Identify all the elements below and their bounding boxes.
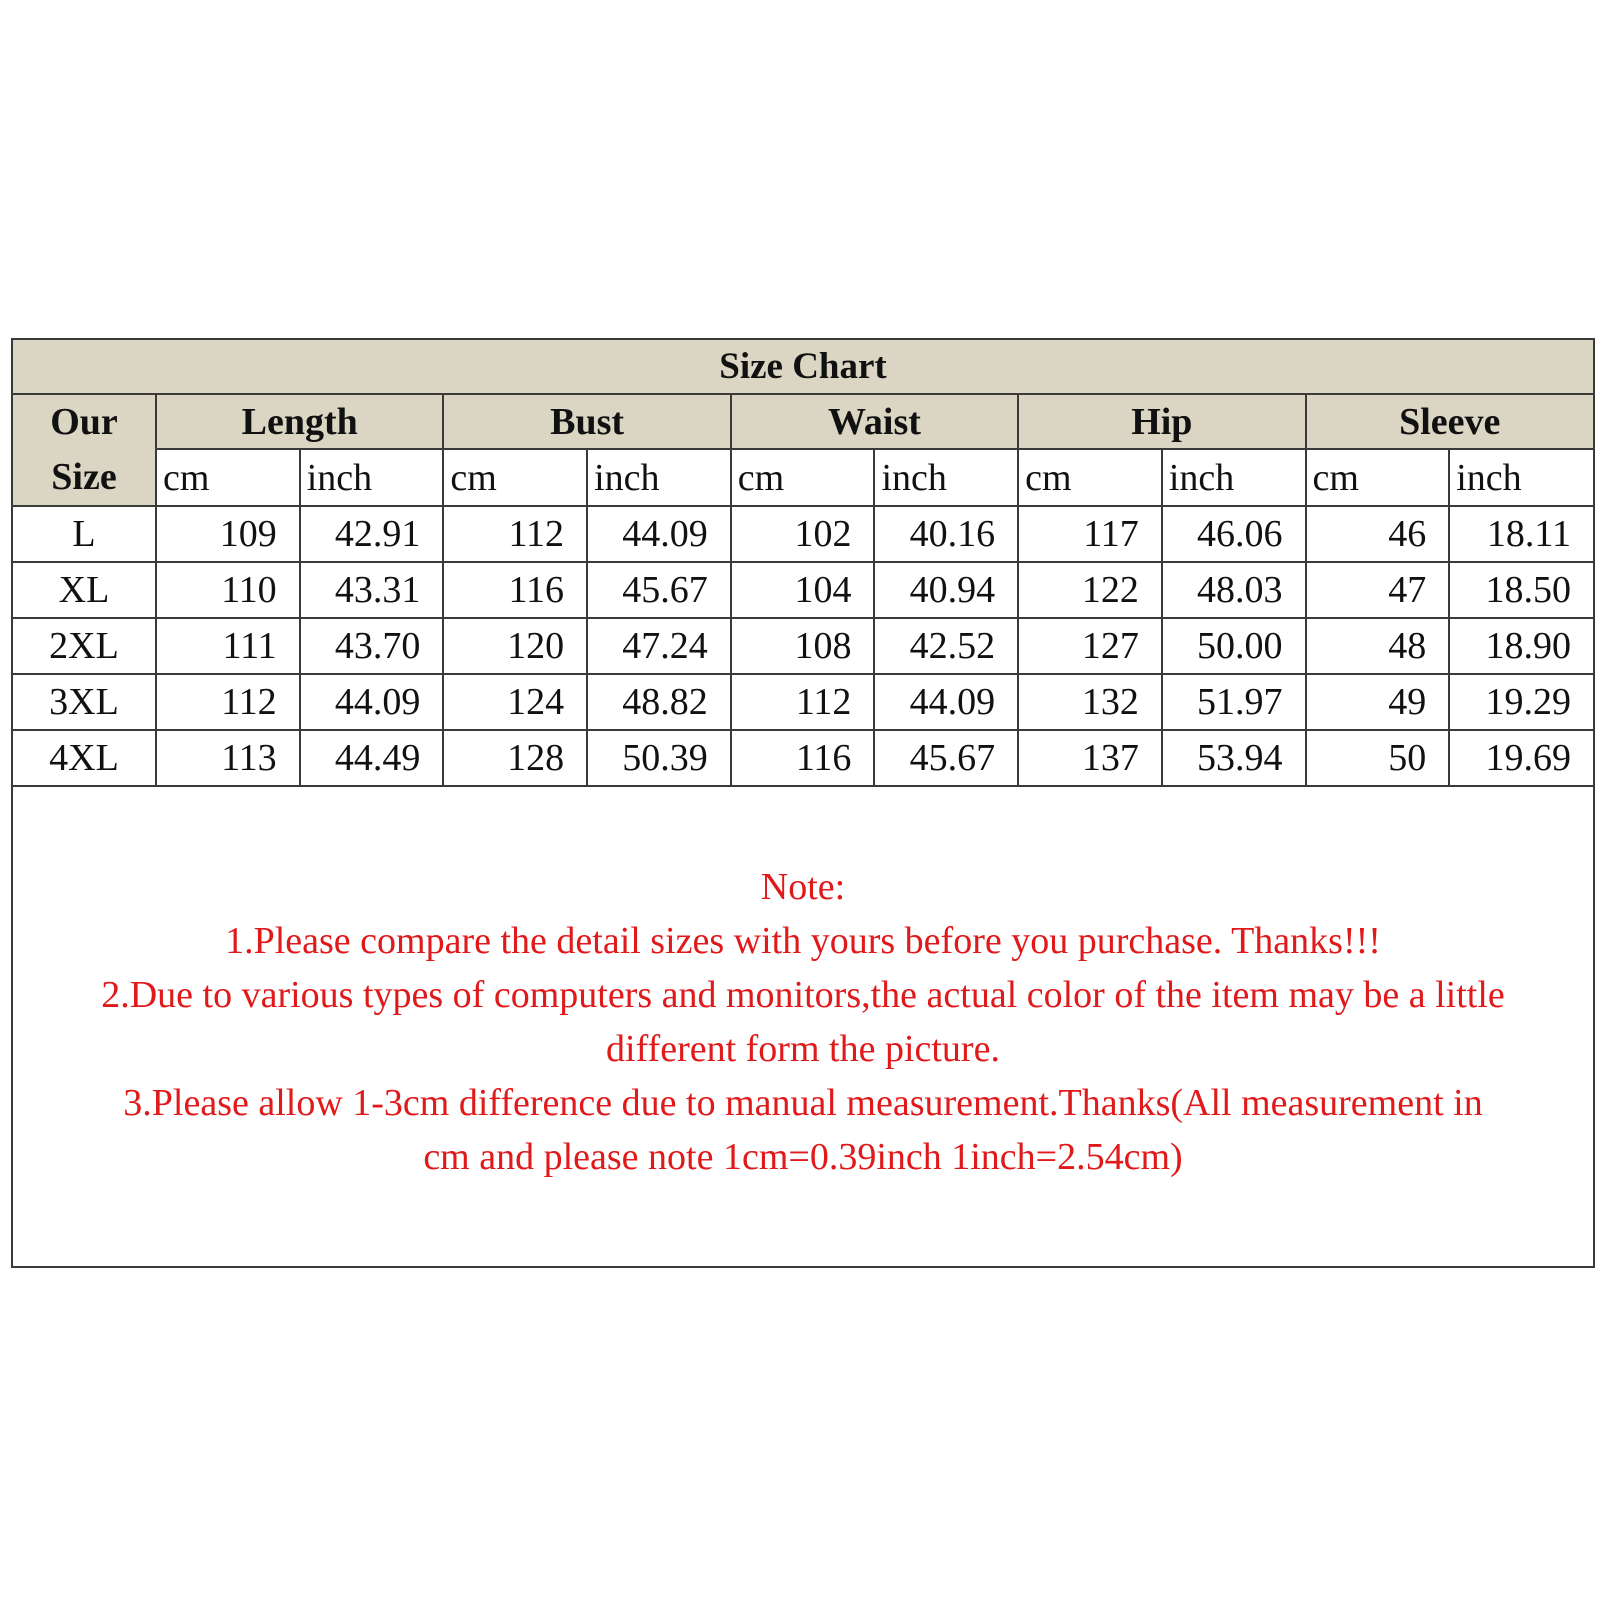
table-row — [13, 674, 1593, 730]
unit-inch: inch — [874, 449, 1018, 506]
table-cell: 111 — [156, 618, 300, 674]
table-cell: 46.06 — [1162, 506, 1306, 562]
note-line: different form the picture. — [606, 1028, 1000, 1070]
table-cell: 113 — [156, 730, 300, 786]
table-cell: 47 — [1306, 562, 1450, 618]
table-cell: 108 — [731, 618, 875, 674]
size-label: 4XL — [13, 730, 156, 786]
table-cell: 127 — [1018, 618, 1162, 674]
unit-inch: inch — [1449, 449, 1593, 506]
unit-inch: inch — [1162, 449, 1306, 506]
table-cell: 120 — [443, 618, 587, 674]
table-cell: 44.09 — [587, 506, 731, 562]
table-cell: 104 — [731, 562, 875, 618]
table-cell: 43.70 — [300, 618, 444, 674]
table-cell: 47.24 — [587, 618, 731, 674]
table-cell: 116 — [731, 730, 875, 786]
notes-heading: Note: — [760, 866, 846, 908]
our-size-line-2: Size — [51, 456, 117, 498]
table-cell: 53.94 — [1162, 730, 1306, 786]
size-label: 2XL — [13, 618, 156, 674]
table-cell: 124 — [443, 674, 587, 730]
unit-cm: cm — [1306, 449, 1450, 506]
group-header-sleeve: Sleeve — [1306, 394, 1594, 449]
unit-cm: cm — [443, 449, 587, 506]
table-cell: 122 — [1018, 562, 1162, 618]
table-cell: 110 — [156, 562, 300, 618]
table-cell: 48 — [1306, 618, 1450, 674]
group-header-hip: Hip — [1018, 394, 1305, 449]
table-cell: 19.69 — [1449, 730, 1593, 786]
table-cell: 50.39 — [587, 730, 731, 786]
note-line: 2.Due to various types of computers and monitors,the actual color of the item may be a little — [101, 974, 1505, 1016]
table-cell: 50 — [1306, 730, 1450, 786]
unit-cm: cm — [156, 449, 300, 506]
table-cell: 112 — [156, 674, 300, 730]
title-row — [13, 340, 1593, 394]
table-row — [13, 730, 1593, 786]
table-cell: 43.31 — [300, 562, 444, 618]
table-cell: 51.97 — [1162, 674, 1306, 730]
table-cell: 137 — [1018, 730, 1162, 786]
table-cell: 102 — [731, 506, 875, 562]
table-cell: 132 — [1018, 674, 1162, 730]
unit-header-row — [13, 449, 1593, 506]
our-size-line-1: Our — [50, 401, 118, 443]
table-cell: 42.52 — [874, 618, 1018, 674]
table-cell: 46 — [1306, 506, 1450, 562]
table-cell: 42.91 — [300, 506, 444, 562]
table-cell: 45.67 — [587, 562, 731, 618]
table-cell: 50.00 — [1162, 618, 1306, 674]
chart-title: Size Chart — [13, 340, 1593, 394]
table-cell: 18.90 — [1449, 618, 1593, 674]
size-label: XL — [13, 562, 156, 618]
unit-inch: inch — [300, 449, 444, 506]
table-cell: 112 — [443, 506, 587, 562]
size-chart-table — [13, 340, 1593, 787]
table-cell: 128 — [443, 730, 587, 786]
table-cell: 48.03 — [1162, 562, 1306, 618]
table-cell: 40.16 — [874, 506, 1018, 562]
table-row — [13, 618, 1593, 674]
table-row — [13, 562, 1593, 618]
table-cell: 40.94 — [874, 562, 1018, 618]
notes-block — [13, 860, 1593, 1184]
size-label: 3XL — [13, 674, 156, 730]
table-cell: 49 — [1306, 674, 1450, 730]
table-cell: 116 — [443, 562, 587, 618]
table-cell: 18.50 — [1449, 562, 1593, 618]
table-cell: 44.09 — [300, 674, 444, 730]
table-cell: 19.29 — [1449, 674, 1593, 730]
table-cell: 112 — [731, 674, 875, 730]
table-row — [13, 506, 1593, 562]
our-size-header — [13, 394, 156, 506]
table-cell: 109 — [156, 506, 300, 562]
note-line: 3.Please allow 1-3cm difference due to manual measurement.Thanks(All measurement in — [123, 1082, 1483, 1124]
unit-cm: cm — [1018, 449, 1162, 506]
table-cell: 48.82 — [587, 674, 731, 730]
size-chart-sheet — [11, 338, 1595, 1268]
table-cell: 44.49 — [300, 730, 444, 786]
table-cell: 45.67 — [874, 730, 1018, 786]
unit-inch: inch — [587, 449, 731, 506]
size-label: L — [13, 506, 156, 562]
group-header-bust: Bust — [443, 394, 730, 449]
table-cell: 18.11 — [1449, 506, 1593, 562]
table-cell: 44.09 — [874, 674, 1018, 730]
note-line: 1.Please compare the detail sizes with yours before you purchase. Thanks!!! — [225, 920, 1381, 962]
group-header-waist: Waist — [731, 394, 1018, 449]
table-cell: 117 — [1018, 506, 1162, 562]
group-header-length: Length — [156, 394, 443, 449]
group-header-row — [13, 394, 1593, 449]
unit-cm: cm — [731, 449, 875, 506]
note-line: cm and please note 1cm=0.39inch 1inch=2.54cm) — [423, 1136, 1183, 1178]
